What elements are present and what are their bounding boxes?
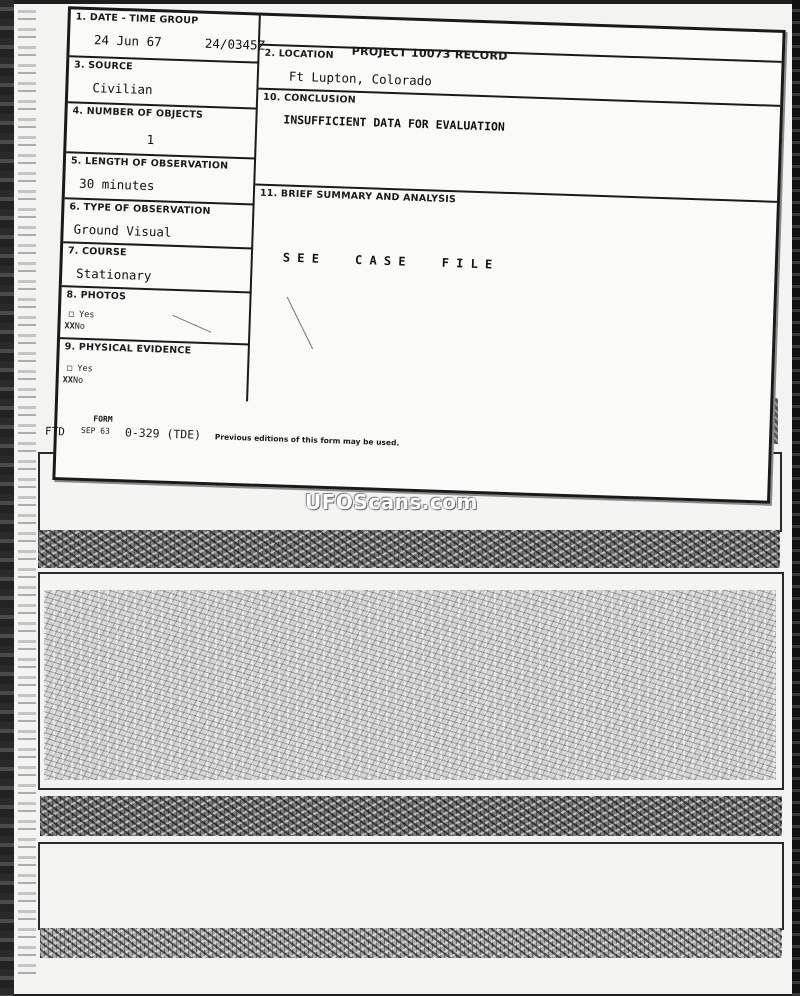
watermark: UFOScans.com [305, 490, 478, 514]
source-label: 3. SOURCE [73, 59, 134, 73]
physical-evidence-yes-checkbox: □ Yes [66, 363, 93, 375]
location-label: 2. LOCATION [264, 47, 334, 62]
conclusion-label: 10. CONCLUSION [262, 91, 357, 106]
photos-yes-label: Yes [78, 309, 95, 321]
stacked-card-3 [38, 842, 784, 930]
project-10073-record-card [44, 6, 785, 504]
field-course [62, 243, 253, 293]
mottled-card-surface [44, 590, 776, 780]
field-date-time-group [69, 9, 266, 63]
footer-form-word: FORM [93, 414, 113, 424]
film-edge-left [0, 0, 14, 996]
conclusion-value: INSUFFICIENT DATA FOR EVALUATION [283, 112, 506, 134]
card-edge-band-3 [40, 928, 782, 958]
footer-agency: FTD [44, 424, 66, 439]
photos-no-label: No [74, 321, 86, 332]
footer-note: Previous editions of this form may be used. [214, 432, 400, 448]
course-label: 7. COURSE [67, 245, 127, 259]
length-of-observation-label: 5. LENGTH OF OBSERVATION [70, 155, 229, 172]
card-edge-band-1 [38, 530, 780, 568]
type-of-observation-label: 6. TYPE OF OBSERVATION [69, 201, 211, 218]
field-brief-summary [245, 186, 777, 501]
field-conclusion [255, 90, 780, 206]
pencil-mark [172, 315, 211, 333]
photos-yes-checkbox: □ Yes [68, 309, 95, 321]
form-header: PROJECT 10073 RECORD [351, 44, 508, 63]
date-time-group-label: 1. DATE - TIME GROUP [75, 11, 199, 27]
binding-gutter [18, 10, 36, 980]
photos-no-mark: XX [64, 321, 75, 332]
pencil-stroke [287, 297, 313, 350]
field-physical-evidence [58, 339, 250, 401]
film-edge-right [792, 0, 800, 996]
card-edge-band-2 [40, 796, 782, 836]
type-of-observation-value: Ground Visual [73, 221, 172, 240]
course-value: Stationary [75, 265, 152, 284]
field-type-of-observation [63, 199, 254, 249]
field-number-of-objects [66, 103, 258, 159]
physical-evidence-no-label: No [72, 375, 84, 386]
footer-form-number: 0-329 (TDE) [124, 425, 202, 442]
time-value: 24/0345Z [204, 35, 266, 53]
length-of-observation-value: 30 minutes [78, 175, 155, 194]
physical-evidence-label: 9. PHYSICAL EVIDENCE [64, 341, 192, 357]
number-of-objects-value: 1 [146, 131, 155, 148]
physical-evidence-yes-label: Yes [77, 363, 93, 375]
photos-label: 8. PHOTOS [66, 289, 127, 303]
field-photos [60, 287, 252, 345]
footer-date-code: SEP 63 [80, 425, 111, 436]
brief-summary-label: 11. BRIEF SUMMARY AND ANALYSIS [259, 187, 457, 206]
photos-no-checkbox [64, 321, 85, 332]
physical-evidence-no-mark: XX [62, 375, 74, 386]
location-value: Ft Lupton, Colorado [288, 68, 433, 89]
field-length-of-observation [65, 153, 256, 205]
brief-summary-value: S E E C A S E F I L E [282, 250, 493, 272]
physical-evidence-no-checkbox [62, 375, 83, 386]
date-value: 24 Jun 67 [93, 32, 162, 50]
source-value: Civilian [92, 80, 153, 98]
number-of-objects-label: 4. NUMBER OF OBJECTS [72, 105, 204, 121]
field-source [68, 57, 259, 109]
